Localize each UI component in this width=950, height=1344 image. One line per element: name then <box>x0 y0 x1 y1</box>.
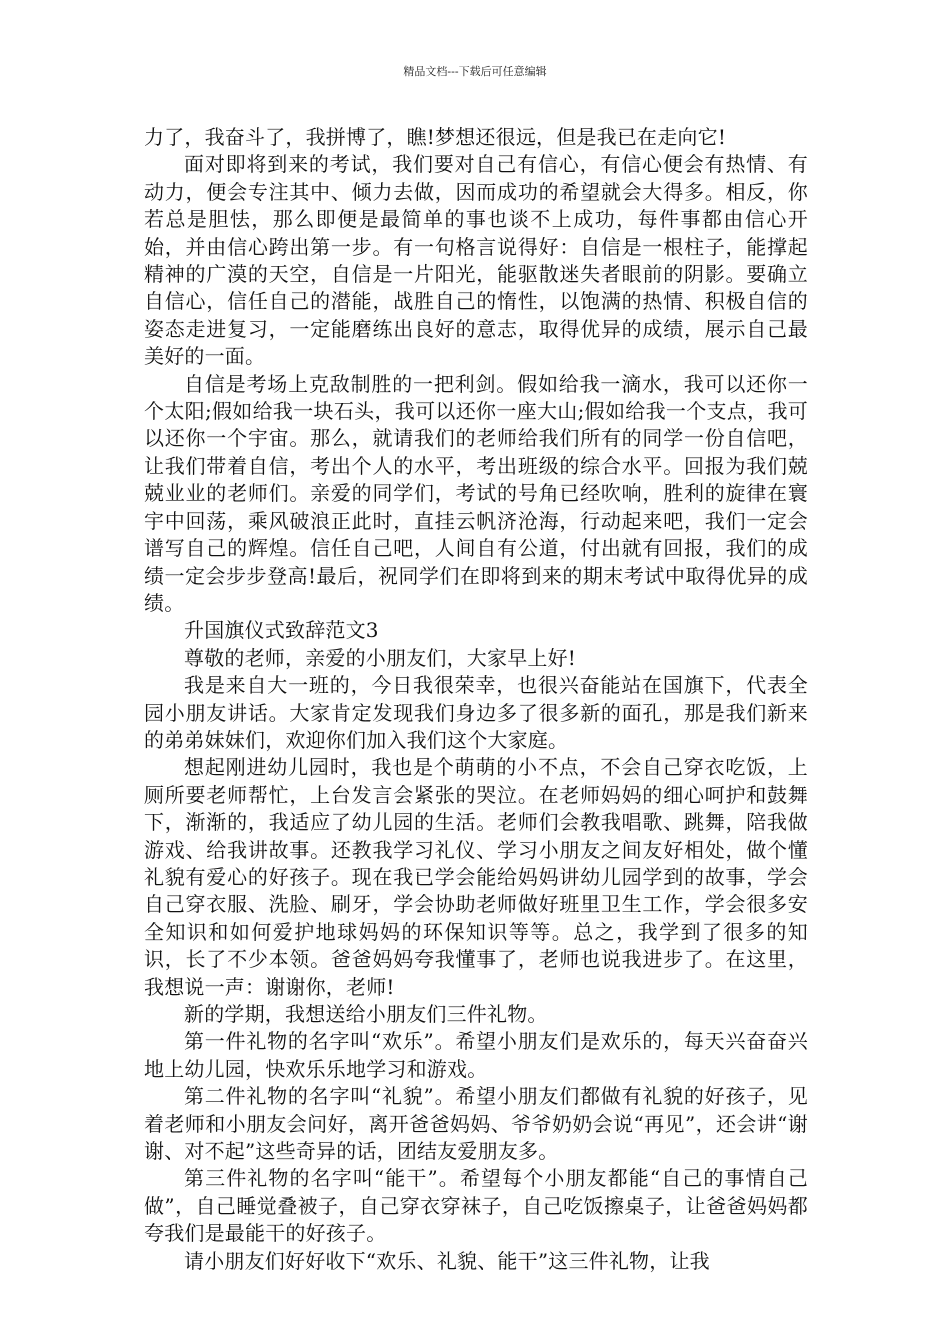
document-body <box>144 124 808 1275</box>
paragraph-8: 新的学期，我想送给小朋友们三件礼物。 <box>184 1002 548 1026</box>
paragraph-9: 第一件礼物的名字叫“欢乐”。希望小朋友们是欢乐的，每天兴奋奋兴地上幼儿园，快欢乐乐地学习和游戏。 <box>144 1029 808 1081</box>
paragraph-6: 我是来自大一班的，今日我很荣幸，也很兴奋能站在国旗下，代表全园小朋友讲话。大家肯定发现我们身边多了很多新的面孔，那是我们新来的弟弟妹妹们，欢迎你们加入我们这个大家庭。 <box>144 673 808 752</box>
paragraph-2: 面对即将到来的考试，我们要对自己有信心，有信心便会有热情、有动力，便会专注其中、倾力去做，因而成功的希望就会大得多。相反，你若总是胆怯，那么即便是最简单的事也谈不上成功，每件事都由信心开始，并由信心跨出第一步。有一句格言说得好：自信是一根柱子，能撑起精神的广漠的天空，自信是一片阳光，能驱散迷失者眼前的阴影。要确立自信心，信任自己的潜能，战胜自己的惰性，以饱满的热情、积极自信的姿态走进复习，一定能磨练出良好的意志，取得优异的成绩，展示自己最美好的一面。 <box>144 152 808 369</box>
paragraph-1: 力了，我奋斗了，我拼博了，瞧!梦想还很远，但是我已在走向它! <box>144 125 727 149</box>
paragraph-11: 第三件礼物的名字叫“能干”。希望每个小朋友都能“自己的事情自己做”，自己睡觉叠被子，自己穿衣穿袜子，自己吃饭擦桌子，让爸爸妈妈都夸我们是最能干的好孩子。 <box>144 1166 808 1246</box>
greeting: 尊敬的老师，亲爱的小朋友们，大家早上好! <box>184 645 577 670</box>
paragraph-7: 想起刚进幼儿园时，我也是个萌萌的小不点，不会自己穿衣吃饭，上厕所要老师帮忙，上台发言会紧张的哭泣。在老师妈妈的细心呵护和鼓舞下，渐渐的，我适应了幼儿园的生活。老师们会教我唱歌、跳舞，陪我做游戏、给我讲故事。还教我学习礼仪、学习小朋友之间友好相处，做个懂礼貌有爱心的好孩子。现在我已学会能给妈妈讲幼儿园学到的故事，学会自己穿衣服、洗脸、刷牙，学会协助老师做好班里卫生工作，学会很多安全知识和如何爱护地球妈妈的环保知识等等。总之，我学到了很多的知识，长了不少本领。爸爸妈妈夸我懂事了，老师也说我进步了。在这里，我想说一声：谢谢你，老师! <box>144 755 808 999</box>
paragraph-10: 第二件礼物的名字叫“礼貌”。希望小朋友们都做有礼貌的好孩子，见着老师和小朋友会问好，离开爸爸妈妈、爷爷奶奶会说“再见”，还会讲“谢谢、对不起”这些奇异的话，团结友爱朋友多。 <box>144 1084 808 1164</box>
page-header: 精品文档---下载后可任意编辑 <box>403 65 547 78</box>
paragraph-3: 自信是考场上克敌制胜的一把利剑。假如给我一滴水，我可以还你一个太阳;假如给我一块石头，我可以还你一座大山;假如给我一个支点，我可以还你一个宇宙。那么，就请我们的老师给我们所有的同学一份自信吧，让我们带着自信，考出个人的水平，考出班级的综合水平。回报为我们兢兢业业的老师们。亲爱的同学们，考试的号角已经吹响，胜利的旋律在寰宇中回荡，乘风破浪正此时，直挂云帆济沧海，行动起来吧，我们一定会谱写自己的辉煌。信任自己吧，人间自有公道，付出就有回报，我们的成绩一定会步步登高!最后，祝同学们在即将到来的期末考试中取得优异的成绩。 <box>144 371 808 615</box>
section-title: 升国旗仪式致辞范文3 <box>184 618 379 643</box>
paragraph-12: 请小朋友们好好收下“欢乐、礼貌、能干”这三件礼物，让我 <box>184 1248 710 1273</box>
